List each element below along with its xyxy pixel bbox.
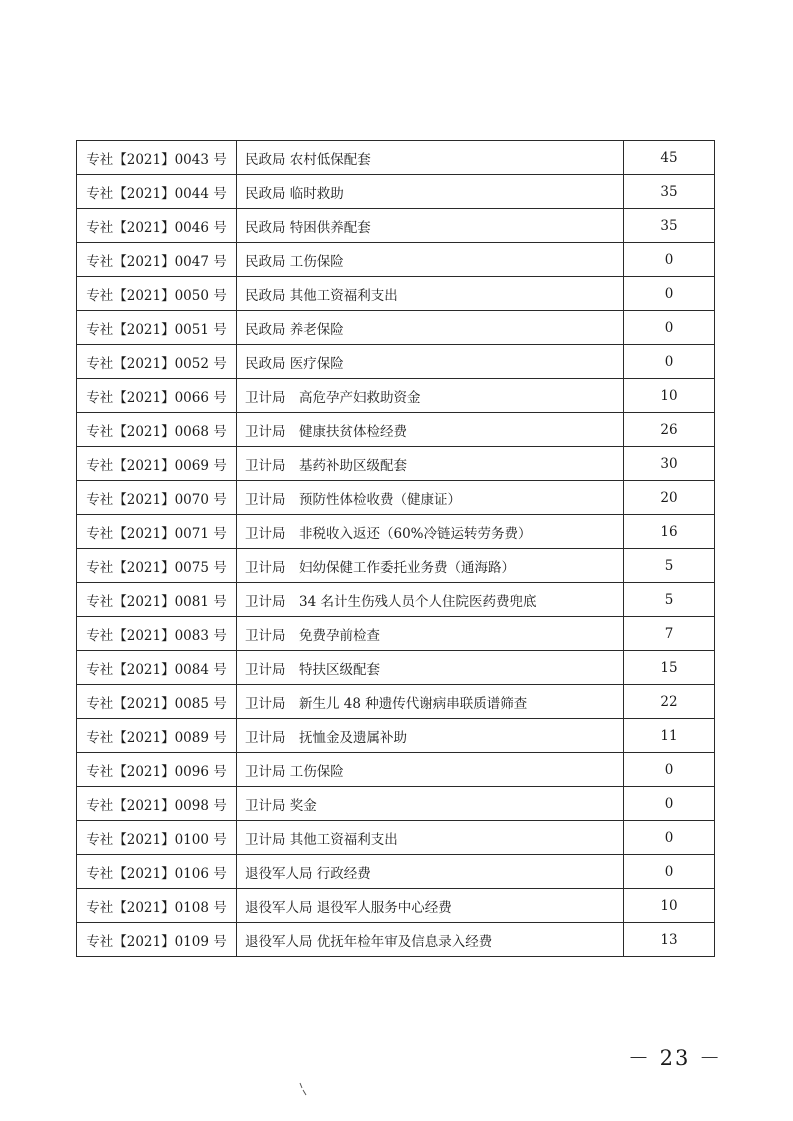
item-description-cell: 卫计局 其他工资福利支出 [237, 821, 624, 855]
table-row [77, 855, 715, 889]
table-row [77, 821, 715, 855]
doc-code-cell: 专社【2021】0084 号 [77, 651, 237, 685]
item-description-cell: 卫计局 免费孕前检查 [237, 617, 624, 651]
item-description-cell: 卫计局 特扶区级配套 [237, 651, 624, 685]
page-number: － 23 － [628, 1046, 723, 1070]
table-row [77, 141, 715, 175]
table-row [77, 583, 715, 617]
doc-code-cell: 专社【2021】0050 号 [77, 277, 237, 311]
amount-cell: 35 [624, 175, 715, 209]
table-row [77, 651, 715, 685]
doc-code-cell: 专社【2021】0070 号 [77, 481, 237, 515]
item-description-cell: 卫计局 抚恤金及遗属补助 [237, 719, 624, 753]
item-description-cell: 民政局 农村低保配套 [237, 141, 624, 175]
table-row [77, 345, 715, 379]
item-description-cell: 卫计局 基药补助区级配套 [237, 447, 624, 481]
doc-code-cell: 专社【2021】0081 号 [77, 583, 237, 617]
amount-cell: 0 [624, 243, 715, 277]
doc-code-cell: 专社【2021】0068 号 [77, 413, 237, 447]
item-description-cell: 卫计局 奖金 [237, 787, 624, 821]
allocation-table-body [77, 141, 715, 957]
amount-cell: 10 [624, 379, 715, 413]
table-row [77, 685, 715, 719]
amount-cell: 22 [624, 685, 715, 719]
table-row [77, 447, 715, 481]
amount-cell: 15 [624, 651, 715, 685]
table-row [77, 549, 715, 583]
doc-code-cell: 专社【2021】0108 号 [77, 889, 237, 923]
doc-code-cell: 专社【2021】0085 号 [77, 685, 237, 719]
item-description-cell: 卫计局 34 名计生伤残人员个人住院医药费兜底 [237, 583, 624, 617]
doc-code-cell: 专社【2021】0075 号 [77, 549, 237, 583]
table-row [77, 889, 715, 923]
doc-code-cell: 专社【2021】0051 号 [77, 311, 237, 345]
doc-code-cell: 专社【2021】0083 号 [77, 617, 237, 651]
amount-cell: 35 [624, 209, 715, 243]
table-row [77, 277, 715, 311]
table-row [77, 617, 715, 651]
amount-cell: 45 [624, 141, 715, 175]
scan-speck [298, 1082, 308, 1096]
item-description-cell: 民政局 养老保险 [237, 311, 624, 345]
doc-code-cell: 专社【2021】0052 号 [77, 345, 237, 379]
allocation-table [76, 140, 715, 957]
amount-cell: 0 [624, 753, 715, 787]
item-description-cell: 退役军人局 优抚年检年审及信息录入经费 [237, 923, 624, 957]
amount-cell: 7 [624, 617, 715, 651]
item-description-cell: 退役军人局 退役军人服务中心经费 [237, 889, 624, 923]
amount-cell: 10 [624, 889, 715, 923]
amount-cell: 20 [624, 481, 715, 515]
amount-cell: 0 [624, 345, 715, 379]
doc-code-cell: 专社【2021】0043 号 [77, 141, 237, 175]
doc-code-cell: 专社【2021】0044 号 [77, 175, 237, 209]
item-description-cell: 卫计局 妇幼保健工作委托业务费（通海路） [237, 549, 624, 583]
amount-cell: 0 [624, 311, 715, 345]
doc-code-cell: 专社【2021】0046 号 [77, 209, 237, 243]
table-row [77, 515, 715, 549]
table-row [77, 175, 715, 209]
amount-cell: 0 [624, 821, 715, 855]
amount-cell: 0 [624, 277, 715, 311]
item-description-cell: 民政局 医疗保险 [237, 345, 624, 379]
item-description-cell: 退役军人局 行政经费 [237, 855, 624, 889]
item-description-cell: 卫计局 非税收入返还（60%冷链运转劳务费） [237, 515, 624, 549]
table-row [77, 753, 715, 787]
table-row [77, 923, 715, 957]
table-row [77, 787, 715, 821]
item-description-cell: 民政局 临时救助 [237, 175, 624, 209]
doc-code-cell: 专社【2021】0109 号 [77, 923, 237, 957]
item-description-cell: 卫计局 工伤保险 [237, 753, 624, 787]
doc-code-cell: 专社【2021】0100 号 [77, 821, 237, 855]
table-row [77, 311, 715, 345]
amount-cell: 13 [624, 923, 715, 957]
table-row [77, 243, 715, 277]
item-description-cell: 卫计局 健康扶贫体检经费 [237, 413, 624, 447]
doc-code-cell: 专社【2021】0106 号 [77, 855, 237, 889]
amount-cell: 26 [624, 413, 715, 447]
item-description-cell: 民政局 其他工资福利支出 [237, 277, 624, 311]
amount-cell: 11 [624, 719, 715, 753]
doc-code-cell: 专社【2021】0066 号 [77, 379, 237, 413]
doc-code-cell: 专社【2021】0071 号 [77, 515, 237, 549]
doc-code-cell: 专社【2021】0047 号 [77, 243, 237, 277]
amount-cell: 0 [624, 855, 715, 889]
item-description-cell: 民政局 工伤保险 [237, 243, 624, 277]
item-description-cell: 民政局 特困供养配套 [237, 209, 624, 243]
item-description-cell: 卫计局 新生儿 48 种遗传代谢病串联质谱筛查 [237, 685, 624, 719]
doc-code-cell: 专社【2021】0069 号 [77, 447, 237, 481]
table-row [77, 719, 715, 753]
amount-cell: 0 [624, 787, 715, 821]
table-row [77, 413, 715, 447]
item-description-cell: 卫计局 预防性体检收费（健康证） [237, 481, 624, 515]
table-row [77, 481, 715, 515]
table-row [77, 209, 715, 243]
amount-cell: 30 [624, 447, 715, 481]
doc-code-cell: 专社【2021】0089 号 [77, 719, 237, 753]
amount-cell: 5 [624, 549, 715, 583]
amount-cell: 5 [624, 583, 715, 617]
table-row [77, 379, 715, 413]
item-description-cell: 卫计局 高危孕产妇救助资金 [237, 379, 624, 413]
amount-cell: 16 [624, 515, 715, 549]
doc-code-cell: 专社【2021】0096 号 [77, 753, 237, 787]
doc-code-cell: 专社【2021】0098 号 [77, 787, 237, 821]
